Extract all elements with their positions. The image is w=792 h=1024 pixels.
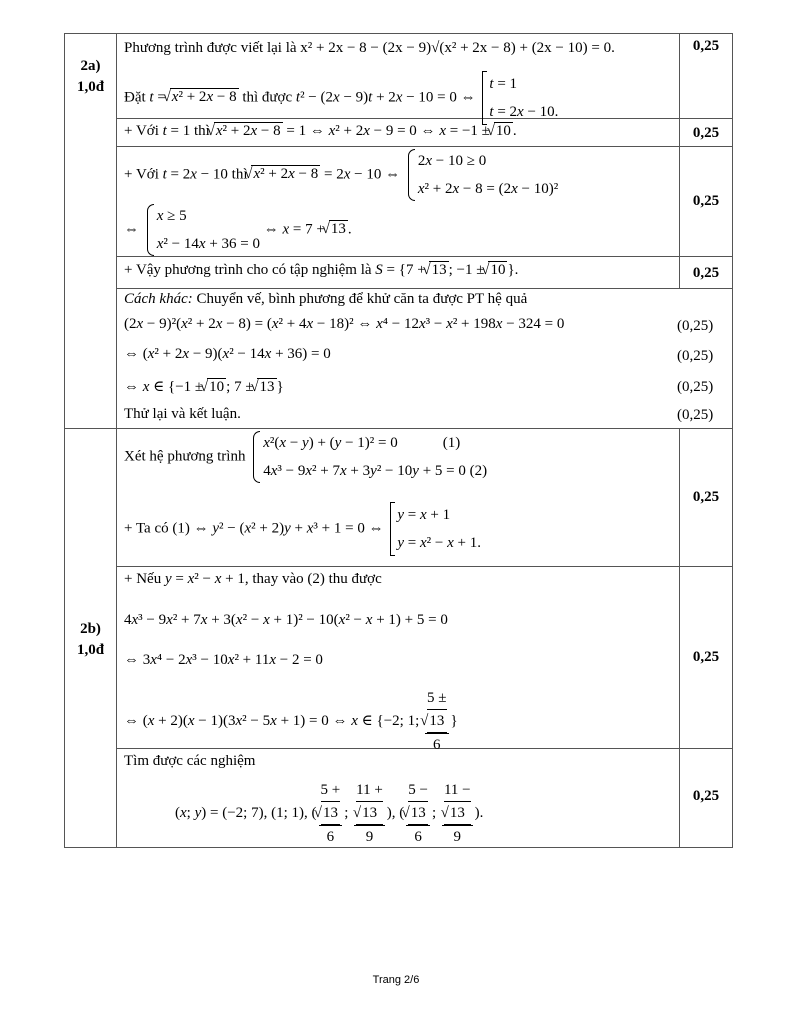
- math-line: ⇔ 3x⁴ − 2x³ − 10x² + 11x − 2 = 0: [124, 652, 323, 668]
- part-label: 2a): [80, 58, 101, 74]
- math-line: Phương trình được viết lại là x² + 2x − 8 − (2x − 9)√(x² + 2x − 8) + (2x − 10) = 0.: [124, 40, 615, 56]
- math-line: + Với t = 2x − 10 thì √ x² + 2x − 8 = 2x − 10 ⇔ 2x − 10 ≥ 0 x² + 2x − 8 = (2x − 10)²: [124, 147, 558, 203]
- math-line: + Với t = 1 thì √ x² + 2x − 8 = 1 ⇔ x² + 2x − 9 = 0 ⇔ x = −1 ± √ 10 .: [124, 123, 517, 140]
- page-number: Trang 2/6: [372, 974, 420, 986]
- points-cell: 0,25: [680, 119, 733, 147]
- step-2b-2: [117, 567, 680, 753]
- math-line: + Ta có (1) ⇔ y² − (x² + 2)y + x³ + 1 = 0 ⇔ y = x + 1 y = x² − x + 1.: [124, 501, 481, 557]
- step-2a-3: [117, 147, 680, 257]
- math-line: ⇔ x ≥ 5 x² − 14x + 36 = 0 ⇔ x = 7 + √ 13 .: [124, 202, 352, 258]
- math-line: ⇔ (x + 2)(x − 1)(3x² − 5x + 1) = 0 ⇔ x ∈ {−2; 1; 5 ± √ 13 6 }: [124, 687, 458, 756]
- math-line: 4x³ − 9x² + 7x + 3(x² − x + 1)² − 10(x² − x + 1) + 5 = 0: [124, 612, 448, 628]
- part-points: 1,0đ: [76, 642, 105, 658]
- step-2b-1: [117, 429, 680, 567]
- alt-step: ⇔ (x² + 2x − 9)(x² − 14x + 36) = 0: [124, 346, 331, 362]
- math-line: Xét hệ phương trình x²(x − y) + (y − 1)² = 0 (1) 4x³ − 9x² + 7x + 3y² − 10y + 5 = 0 (2): [124, 429, 487, 485]
- math-line: + Vậy phương trình cho có tập nghiệm là S = {7 + √ 13 ; −1 ± √ 10 }.: [124, 262, 518, 279]
- alt-points: (0,25): [677, 348, 714, 364]
- alternative-method: [117, 289, 733, 429]
- step-2a-4: [117, 257, 680, 289]
- points-cell: 0,25: [680, 749, 733, 848]
- math-line: + Nếu y = x² − x + 1, thay vào (2) thu được: [124, 571, 382, 587]
- points-cell: 0,25: [680, 567, 733, 749]
- alt-points: (0,25): [677, 318, 714, 334]
- part-2a-label-cell: [65, 34, 117, 429]
- step-2a-2: [117, 119, 680, 147]
- points-cell: 0,25: [680, 257, 733, 289]
- math-line: Đặt t = √ x² + 2x − 8 thì được t² − (2x − 9)t + 2x − 10 = 0 ⇔ t = 1 t = 2x − 10.: [124, 70, 558, 126]
- alt-step: (2x − 9)²(x² + 2x − 8) = (x² + 4x − 18)² ⇔ x⁴ − 12x³ − x² + 198x − 324 = 0: [124, 316, 565, 332]
- part-label: 2b): [80, 621, 101, 637]
- points-cell: 0,25: [680, 147, 733, 257]
- points-cell: 0,25: [680, 429, 733, 567]
- alt-step: ⇔ x ∈ {−1 ± √ 10 ; 7 ± √ 13 }: [124, 377, 284, 396]
- part-points: 1,0đ: [76, 79, 105, 95]
- part-2b-label-cell: [65, 429, 117, 848]
- answer-table: [64, 33, 733, 848]
- alt-intro: Cách khác:: [124, 291, 193, 307]
- alt-step: Thử lại và kết luận.: [124, 406, 241, 422]
- step-2b-3: [117, 749, 680, 848]
- alt-intro-text: Chuyển vế, bình phương để khử căn ta được PT hệ quả: [192, 291, 528, 307]
- points-cell: 0,25: [680, 34, 733, 119]
- alt-points: (0,25): [677, 407, 714, 423]
- alt-points: (0,25): [677, 379, 714, 395]
- step-2a-1: [117, 34, 680, 119]
- math-line: (x; y) = (−2; 7), (1; 1), ( 5 + √ 13 6 ; 11 + √ 13 9 ), ( 5 − √ 13 6 ; 11 − √ 13 9 ).: [175, 779, 483, 848]
- math-line: Tìm được các nghiệm: [124, 753, 256, 769]
